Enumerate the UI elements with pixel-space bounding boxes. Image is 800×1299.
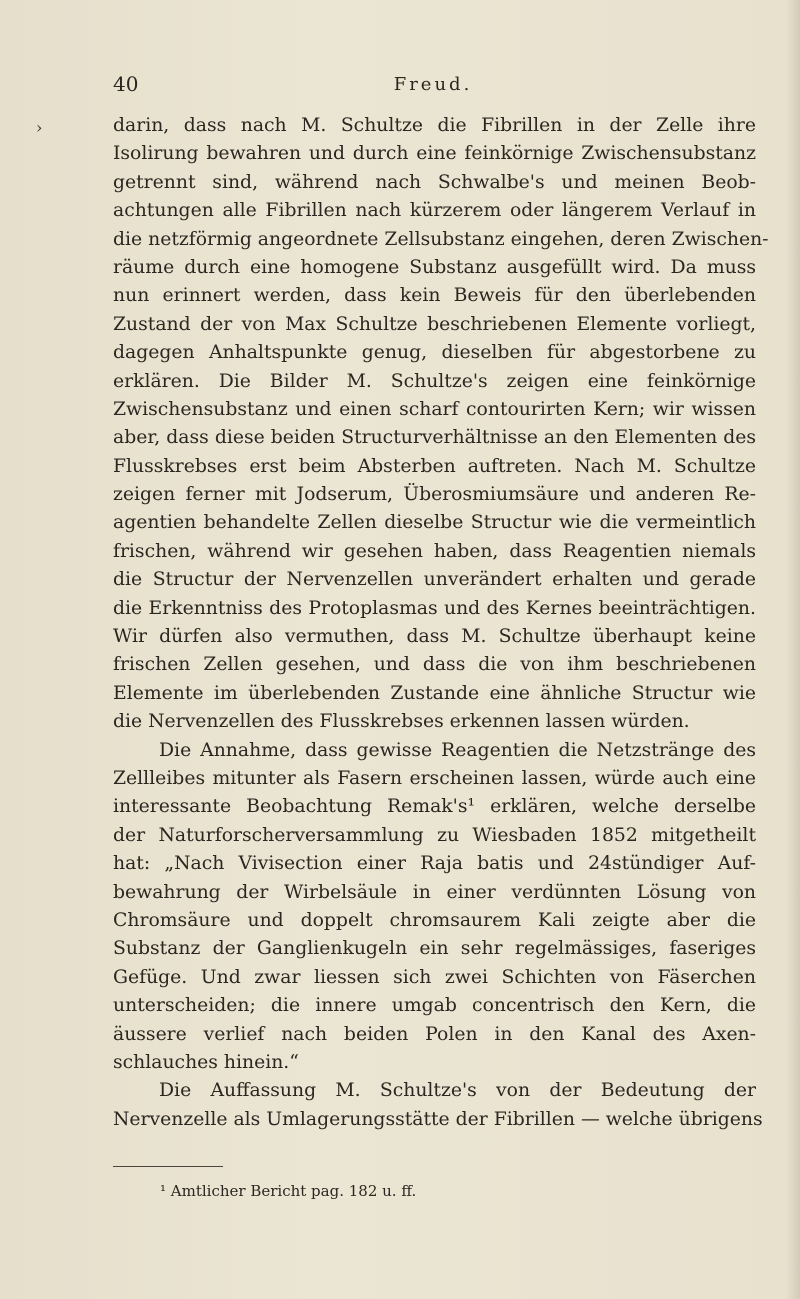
text-line: darin, dass nach M. Schultze die Fibrillen in der Zelle ihre: [113, 115, 756, 136]
text-line: Die Auffassung M. Schultze's von der Bedeutung der: [159, 1080, 756, 1102]
text-line: die Nervenzellen des Flusskrebses erkennen lassen würden.: [113, 711, 690, 733]
footnote-rule: [113, 1166, 223, 1167]
text-line: die Erkenntniss des Protoplasmas und des Kernes beeinträchtigen.: [113, 597, 756, 619]
page-edge-shadow: [786, 0, 800, 1299]
page-header: [113, 72, 753, 102]
text-line: die netzförmig angeordnete Zellsubstanz eingehen, deren Zwischen-: [113, 228, 769, 250]
text-line: dagegen Anhaltspunkte genug, dieselben für abgestorbene zu: [113, 342, 756, 364]
text-line: Isolirung bewahren und durch eine feinkörnige Zwischensubstanz: [113, 143, 756, 165]
text-line: unterscheiden; die innere umgab concentrisch den Kern, die: [113, 995, 756, 1017]
text-line: Elemente im überlebenden Zustande eine ähnliche Structur wie: [113, 682, 756, 704]
text-line: frischen Zellen gesehen, und dass die von ihm beschriebenen: [113, 654, 756, 676]
text-line: getrennt sind, während nach Schwalbe's und meinen Beob-: [113, 171, 756, 193]
text-line: die Structur der Nervenzellen unverändert erhalten und gerade: [113, 569, 756, 591]
text-line: interessante Beobachtung Remak's¹ erklären, welche derselbe: [113, 796, 756, 818]
page-number: 40: [113, 72, 139, 96]
text-line: erklären. Die Bilder M. Schultze's zeigen eine feinkörnige: [113, 370, 756, 392]
text-line: hat: „Nach Vivisection einer Raja batis und 24stündiger Auf-: [113, 853, 756, 875]
running-head: Freud.: [393, 74, 473, 95]
text-line: frischen, während wir gesehen haben, dass Reagentien niemals: [113, 540, 756, 562]
text-line: Wir dürfen also vermuthen, dass M. Schultze überhaupt keine: [113, 626, 756, 648]
margin-mark: ›: [36, 118, 43, 137]
text-line: achtungen alle Fibrillen nach kürzerem oder längerem Verlauf in: [113, 200, 756, 222]
text-line: schlauches hinein.“: [113, 1051, 299, 1073]
text-line: agentien behandelte Zellen dieselbe Structur wie die vermeintlich: [113, 512, 756, 534]
text-line: nun erinnert werden, dass kein Beweis für den überlebenden: [113, 285, 756, 307]
text-line: Zustand der von Max Schultze beschriebenen Elemente vorliegt,: [113, 313, 756, 335]
text-line: Zwischensubstanz und einen scharf contourirten Kern; wir wissen: [113, 398, 756, 420]
text-line: äussere verlief nach beiden Polen in den Kanal des Axen-: [113, 1023, 756, 1045]
text-line: räume durch eine homogene Substanz ausgefüllt wird. Da muss: [113, 256, 756, 278]
text-line: aber, dass diese beiden Structurverhältnisse an den Elementen des: [113, 427, 756, 449]
footnote: ¹ Amtlicher Bericht pag. 182 u. ff.: [160, 1182, 417, 1200]
text-line: Nervenzelle als Umlagerungsstätte der Fibrillen — welche übrigens: [113, 1108, 763, 1130]
text-line: Flusskrebses erst beim Absterben auftreten. Nach M. Schultze: [113, 455, 756, 477]
text-line: bewahrung der Wirbelsäule in einer verdünnten Lösung von: [113, 881, 756, 903]
text-line: der Naturforscherversammlung zu Wiesbaden 1852 mitgetheilt: [113, 824, 756, 846]
text-line: zeigen ferner mit Jodserum, Überosmiumsäure und anderen Re-: [113, 484, 756, 506]
text-line: Chromsäure und doppelt chromsaurem Kali zeigte aber die: [113, 909, 756, 931]
text-line: Die Annahme, dass gewisse Reagentien die Netzstränge des: [159, 739, 756, 761]
text-line: Substanz der Ganglienkugeln ein sehr regelmässiges, faseriges: [113, 938, 756, 960]
text-line: Zellleibes mitunter als Fasern erscheinen lassen, würde auch eine: [113, 767, 756, 789]
body-text: [113, 112, 769, 1134]
text-line: Gefüge. Und zwar liessen sich zwei Schichten von Fäserchen: [113, 966, 756, 988]
